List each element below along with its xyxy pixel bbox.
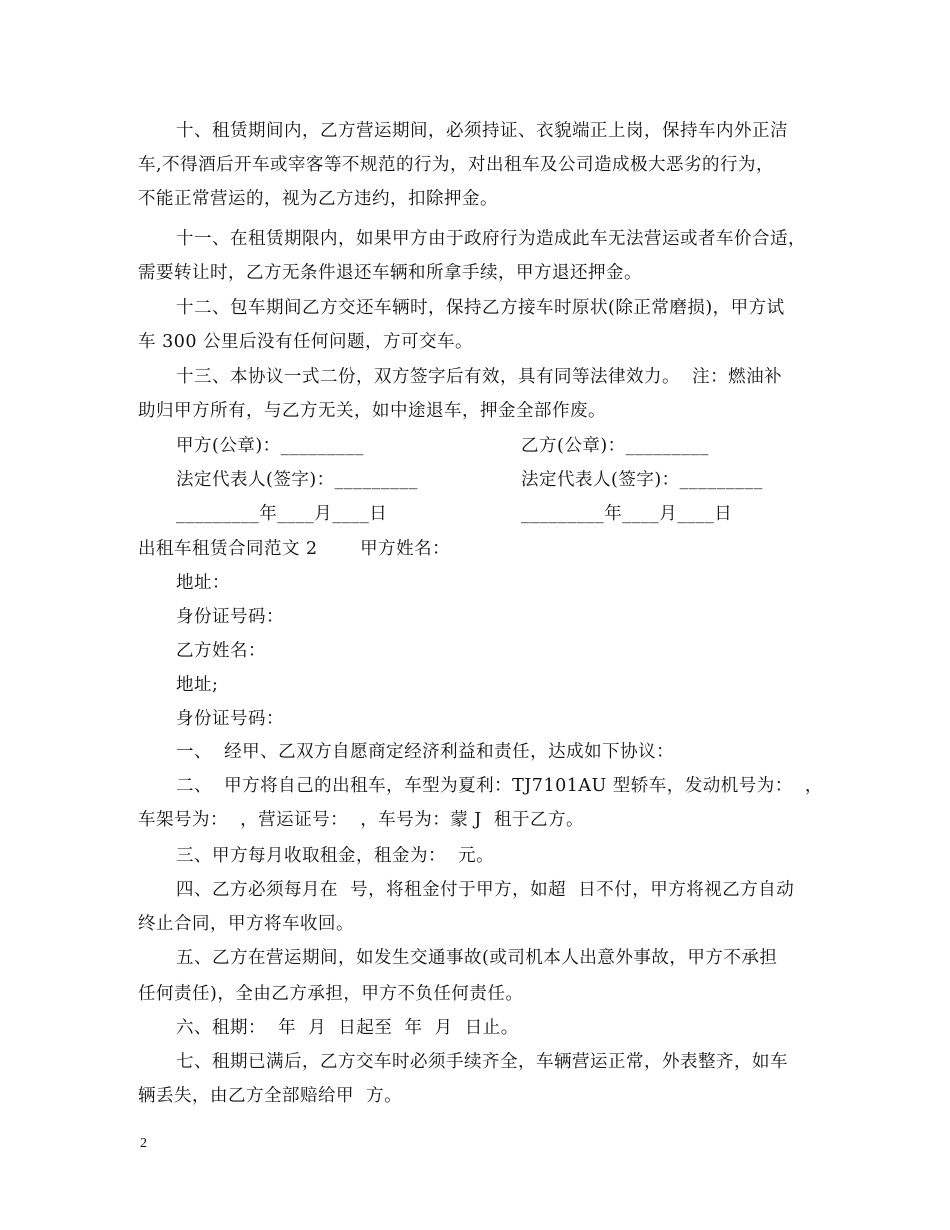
party-a-seal: 甲方(公章)：_________: [176, 436, 364, 456]
paragraph-line: 三、甲方每月收取租金，租金为： 元。: [176, 846, 495, 866]
paragraph-line: 辆丢失，由乙方全部赔给甲 方。: [138, 1086, 403, 1106]
paragraph-line: 二、 甲方将自己的出租车，车型为夏利：TJ7101AU 型轿车，发动机号为： ，: [176, 776, 823, 796]
party-a-representative: 法定代表人(签字)：_________: [176, 470, 418, 490]
paragraph-line: 车架号为： ，营运证号： ，车号为：蒙 J 租于乙方。: [138, 810, 584, 830]
paragraph-line: 五、乙方在营运期间，如发生交通事故(或司机本人出意外事故，甲方不承担: [176, 948, 778, 968]
paragraph-line: 四、乙方必须每月在 号，将租金付于甲方，如超 日不付，甲方将视乙方自动: [176, 880, 795, 900]
paragraph-line: 终止合同，甲方将车收回。: [138, 914, 354, 934]
form-field-label: 身份证号码：: [176, 607, 284, 627]
paragraph-line: 一、 经甲、乙双方自愿商定经济利益和责任，达成如下协议：: [176, 742, 675, 762]
party-b-seal: 乙方(公章)：_________: [521, 436, 709, 456]
page-number: 2: [140, 1136, 147, 1151]
paragraph-line: 车 300 公里后没有任何问题，方可交车。: [138, 332, 474, 352]
paragraph-line: 七、租期已满后，乙方交车时必须手续齐全，车辆营运正常，外表整齐，如车: [176, 1052, 788, 1072]
paragraph-line: 需要转让时，乙方无条件退还车辆和所拿手续，甲方退还押金。: [138, 263, 642, 283]
party-b-representative: 法定代表人(签字)：_________: [521, 470, 763, 490]
form-field-label: 身份证号码：: [176, 709, 284, 729]
paragraph-line: 十三、本协议一式二份，双方签字后有效，具有同等法律效力。 注：燃油补: [176, 367, 783, 387]
section-title: 出租车租赁合同范文 2 甲方姓名：: [138, 539, 451, 559]
paragraph-line: 助归甲方所有，与乙方无关，如中途退车，押金全部作废。: [138, 401, 606, 421]
form-field-label: 乙方姓名：: [176, 641, 266, 661]
paragraph-line: 任何责任)，全由乙方承担，甲方不负任何责任。: [138, 984, 524, 1004]
paragraph-line: 不能正常营运的，视为乙方违约，扣除押金。: [138, 189, 498, 209]
paragraph-line: 六、租期： 年 月 日起至 年 月 日止。: [176, 1018, 519, 1038]
paragraph-line: 十一、在租赁期限内，如果甲方由于政府行为造成此车无法营运或者车价合适，: [176, 229, 806, 249]
paragraph-line: 十二、包车期间乙方交还车辆时，保持乙方接车时原状(除正常磨损)，甲方试: [176, 298, 785, 318]
form-field-label: 地址;: [176, 675, 219, 695]
party-b-date: _________年____月____日: [521, 504, 733, 524]
paragraph-line: 车,不得酒后开车或宰客等不规范的行为，对出租车及公司造成极大恶劣的行为，: [138, 155, 775, 175]
party-a-date: _________年____月____日: [176, 504, 388, 524]
paragraph-line: 十、租赁期间内，乙方营运期间，必须持证、衣貌端正上岗，保持车内外正洁: [176, 121, 788, 141]
form-field-label: 地址：: [176, 573, 230, 593]
